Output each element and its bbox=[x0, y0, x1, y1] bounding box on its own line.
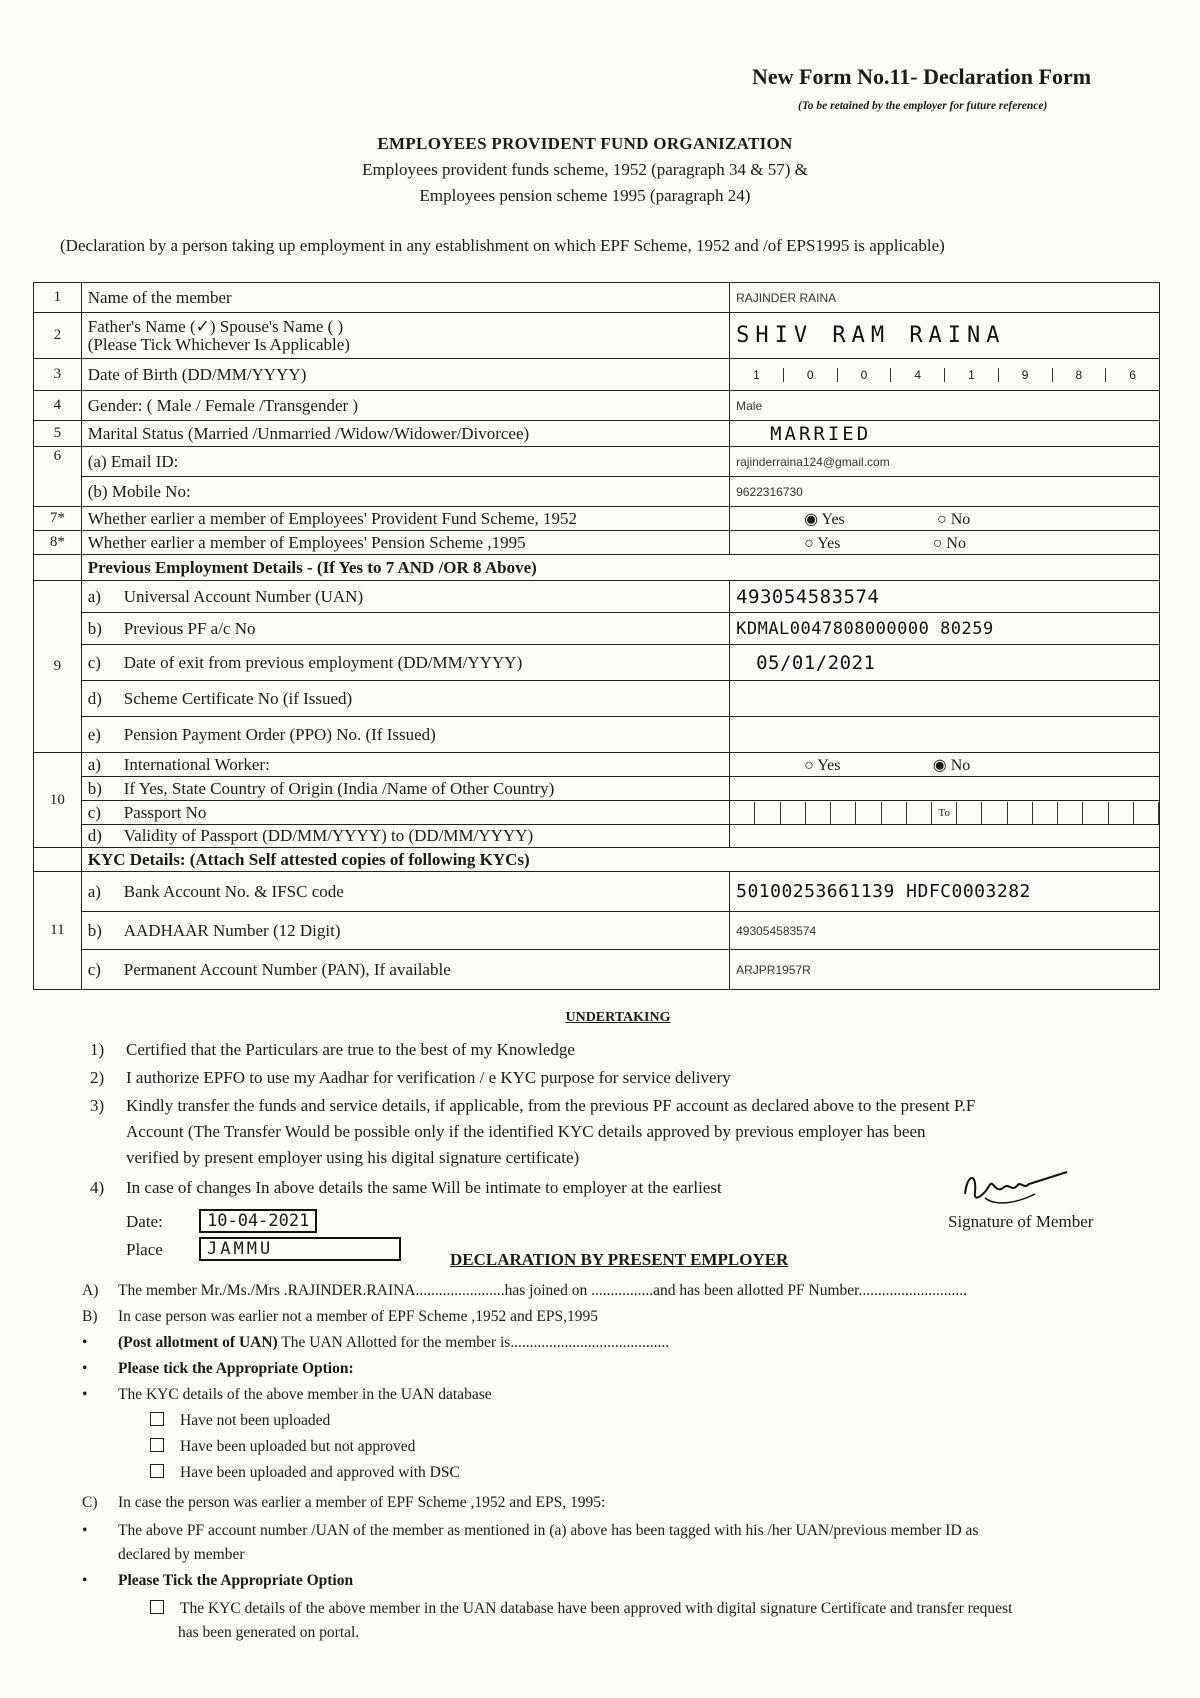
item-text: Certified that the Particulars are true to the best of my Knowledge bbox=[126, 1040, 575, 1059]
dob-boxes[interactable] bbox=[730, 359, 1160, 391]
dob-digit: 9 bbox=[999, 368, 1053, 382]
no-label: No bbox=[950, 510, 971, 528]
exit-date-label bbox=[81, 645, 729, 681]
bullet-icon: • bbox=[82, 1572, 88, 1589]
option-text: Have been uploaded and approved with DSC bbox=[180, 1464, 460, 1481]
row-5 bbox=[34, 421, 1160, 447]
row-9a bbox=[34, 581, 1160, 613]
ppo-label bbox=[81, 717, 729, 753]
father-name-label bbox=[81, 313, 729, 359]
kyc-header-row bbox=[34, 848, 1160, 872]
email-value[interactable]: rajinderraina124@gmail.com bbox=[730, 447, 1160, 477]
employer-bullet bbox=[82, 1334, 669, 1352]
label-text: International Worker: bbox=[123, 754, 270, 774]
marital-status-label: Marital Status (Married /Unmarried /Widow/Widower/Divorcee) bbox=[81, 421, 729, 447]
bullet-icon: • bbox=[82, 1386, 88, 1403]
item-text: The above PF account number /UAN of the member as mentioned in (a) above has been tagged with his /her UAN/previous member ID as bbox=[118, 1522, 979, 1539]
intl-yes-radio[interactable]: ○ Yes bbox=[804, 756, 841, 774]
row-number: 7* bbox=[34, 507, 82, 531]
eps-member-label: Whether earlier a member of Employees' Pension Scheme ,1995 bbox=[81, 531, 729, 555]
dob-digit: 0 bbox=[784, 368, 838, 382]
option-text: The KYC details of the above member in the UAN database have been approved with digital signature Certificate and transfer request bbox=[180, 1600, 1013, 1617]
signature-label: Signature of Member bbox=[948, 1212, 1094, 1231]
label-text: Bank Account No. & IFSC code bbox=[123, 881, 344, 901]
kyc-option-approved-transfer-cont bbox=[178, 1624, 359, 1642]
passport-label bbox=[81, 801, 729, 825]
organization-name: EMPLOYEES PROVIDENT FUND ORGANIZATION bbox=[377, 134, 793, 153]
bold-text: Please tick the Appropriate Option: bbox=[118, 1360, 354, 1377]
father-name-value[interactable]: SHIV RAM RAINA bbox=[730, 313, 1160, 359]
item-marker: C) bbox=[82, 1494, 98, 1511]
member-signature-mark bbox=[955, 1164, 1075, 1212]
ppo-value[interactable] bbox=[730, 717, 1160, 753]
epf-member-label: Whether earlier a member of Employees' Provident Fund Scheme, 1952 bbox=[81, 507, 729, 531]
dob-digit: 1 bbox=[945, 368, 999, 382]
intl-worker-options bbox=[730, 753, 1160, 777]
prev-employment-title: Previous Employment Details - (If Yes to 7 AND /OR 8 Above) bbox=[81, 555, 1159, 581]
item-text: The member Mr./Ms./Mrs .RAJINDER.RAINA.......................has joined on ................and has been allotted PF Number............................ bbox=[118, 1282, 967, 1299]
aadhaar-label bbox=[81, 912, 729, 950]
undertaking-title: UNDERTAKING bbox=[565, 1010, 671, 1025]
pan-label bbox=[81, 950, 729, 990]
kyc-option-not-uploaded[interactable] bbox=[150, 1412, 330, 1430]
date-field[interactable]: 10-04-2021 bbox=[199, 1209, 317, 1233]
marital-status-value[interactable]: MARRIED bbox=[730, 421, 1160, 447]
dob-digit: 6 bbox=[1129, 367, 1136, 382]
exit-date-value[interactable]: 05/01/2021 bbox=[730, 645, 1160, 681]
item-text: The KYC details of the above member in the UAN database bbox=[118, 1386, 492, 1403]
member-name-value[interactable]: RAJINDER RAINA bbox=[730, 283, 1160, 313]
uan-label bbox=[81, 581, 729, 613]
checkbox-icon[interactable] bbox=[150, 1412, 164, 1426]
form-title: New Form No.11- Declaration Form bbox=[752, 64, 1092, 89]
item-text: Account (The Transfer Would be possible only if the identified KYC details approved by previous employer has been bbox=[126, 1122, 926, 1141]
sub-marker: d) bbox=[87, 826, 102, 845]
row-number: 11 bbox=[34, 872, 82, 990]
pan-value[interactable]: ARJPR1957R bbox=[730, 950, 1160, 990]
item-number: 2) bbox=[90, 1068, 105, 1087]
passport-validity-boxes[interactable] bbox=[730, 801, 1160, 825]
bold-text: Please Tick the Appropriate Option bbox=[118, 1572, 354, 1589]
row-number: 1 bbox=[34, 283, 82, 313]
checkbox-icon[interactable] bbox=[150, 1438, 164, 1452]
epf-member-options bbox=[730, 507, 1160, 531]
employer-bullet-cont bbox=[82, 1546, 245, 1564]
row-1 bbox=[34, 283, 1160, 313]
place-field[interactable]: JAMMU bbox=[199, 1237, 401, 1261]
employer-bullet bbox=[82, 1522, 978, 1540]
scheme-cert-label bbox=[81, 681, 729, 717]
row-number-empty bbox=[34, 848, 82, 872]
employer-declaration-title: DECLARATION BY PRESENT EMPLOYER bbox=[450, 1250, 789, 1269]
row-2 bbox=[34, 313, 1160, 359]
row-11c bbox=[34, 950, 1160, 990]
label-text: Pension Payment Order (PPO) No. (If Issued) bbox=[123, 724, 436, 744]
declaration-line: (Declaration by a person taking up employment in any establishment on which EPF Scheme, 1952 and /of EPS1995 is applicable) bbox=[60, 236, 945, 255]
sub-marker: e) bbox=[87, 724, 101, 744]
employer-item-b bbox=[82, 1308, 598, 1326]
item-text: In case person was earlier not a member of EPF Scheme ,1952 and EPS,1995 bbox=[118, 1308, 598, 1325]
label-text: If Yes, State Country of Origin (India /Name of Other Country) bbox=[123, 778, 555, 798]
no-label: No bbox=[950, 756, 971, 774]
item-text: Kindly transfer the funds and service details, if applicable, from the previous PF account as declared above to the present P.F bbox=[126, 1096, 976, 1115]
row-9d bbox=[34, 681, 1160, 717]
row-10c bbox=[34, 801, 1160, 825]
yes-label: Yes bbox=[821, 510, 845, 528]
intl-no-radio[interactable]: ◉ No bbox=[932, 756, 971, 774]
country-label bbox=[81, 777, 729, 801]
passport-validity-value[interactable] bbox=[730, 825, 1160, 848]
row-4 bbox=[34, 391, 1160, 421]
to-label: To bbox=[932, 802, 957, 824]
label-text: Validity of Passport (DD/MM/YYYY) to (DD/MM/YYYY) bbox=[123, 826, 534, 845]
row-10a bbox=[34, 753, 1160, 777]
item-number: 4) bbox=[90, 1178, 105, 1197]
sub-marker: b) bbox=[87, 778, 102, 798]
label-text: Date of exit from previous employment (DD/MM/YYYY) bbox=[123, 652, 523, 672]
row-10d bbox=[34, 825, 1160, 848]
sub-marker: a) bbox=[87, 754, 101, 774]
row-number: 2 bbox=[34, 313, 82, 359]
country-value[interactable] bbox=[730, 777, 1160, 801]
row-11b bbox=[34, 912, 1160, 950]
row-number: 3 bbox=[34, 359, 82, 391]
form-subtitle: (To be retained by the employer for future reference) bbox=[798, 100, 1048, 112]
yes-label: Yes bbox=[817, 534, 841, 552]
row-3 bbox=[34, 359, 1160, 391]
item-text: verified by present employer using his digital signature certificate) bbox=[126, 1148, 580, 1167]
bullet-icon: • bbox=[82, 1522, 88, 1539]
row-9e bbox=[34, 717, 1160, 753]
member-details-table bbox=[33, 282, 1160, 990]
checkbox-icon[interactable] bbox=[150, 1600, 164, 1614]
undertaking-item bbox=[90, 1068, 731, 1088]
undertaking-item bbox=[90, 1122, 926, 1142]
eps-yes-radio[interactable]: ○ Yes bbox=[804, 534, 841, 552]
item-text: In case the person was earlier a member of EPF Scheme ,1952 and EPS, 1995: bbox=[118, 1494, 606, 1511]
label-text: Permanent Account Number (PAN), If available bbox=[123, 959, 451, 979]
row-number: 10 bbox=[34, 753, 82, 848]
scheme-cert-value[interactable] bbox=[730, 681, 1160, 717]
eps-member-options bbox=[730, 531, 1160, 555]
undertaking-item bbox=[90, 1178, 722, 1198]
employer-bullet bbox=[82, 1360, 354, 1378]
aadhaar-value[interactable]: 493054583574 bbox=[730, 912, 1160, 950]
dob-digit: 0 bbox=[838, 368, 892, 382]
row-number: 6 bbox=[34, 447, 82, 507]
father-name-label-line2: (Please Tick Whichever Is Applicable) bbox=[87, 334, 350, 354]
scheme-line-1: Employees provident funds scheme, 1952 (paragraph 34 & 57) & bbox=[362, 160, 808, 179]
prev-employment-header-row bbox=[34, 555, 1160, 581]
label-text: Scheme Certificate No (if Issued) bbox=[123, 688, 353, 708]
row-10b bbox=[34, 777, 1160, 801]
sub-marker: c) bbox=[87, 802, 101, 822]
label-text: Previous PF a/c No bbox=[123, 618, 256, 638]
item-marker: A) bbox=[82, 1282, 99, 1299]
kyc-title: KYC Details: (Attach Self attested copies of following KYCs) bbox=[81, 848, 1159, 872]
intl-worker-label bbox=[81, 753, 729, 777]
eps-no-radio[interactable]: ○ No bbox=[932, 534, 966, 552]
sub-marker: a) bbox=[87, 881, 101, 901]
dob-digit: 8 bbox=[1053, 368, 1107, 382]
item-marker: B) bbox=[82, 1308, 98, 1325]
bullet-icon: • bbox=[82, 1360, 88, 1377]
bullet-icon: • bbox=[82, 1334, 88, 1351]
mobile-label: (b) Mobile No: bbox=[81, 477, 729, 507]
dob-digit: 4 bbox=[891, 368, 945, 382]
dob-label: Date of Birth (DD/MM/YYYY) bbox=[81, 359, 729, 391]
uan-value[interactable]: 493054583574 bbox=[730, 581, 1160, 613]
row-7 bbox=[34, 507, 1160, 531]
epf-no-radio[interactable]: ○ No bbox=[937, 510, 971, 528]
undertaking-item bbox=[90, 1148, 579, 1168]
employer-bullet bbox=[82, 1572, 353, 1590]
row-number: 5 bbox=[34, 421, 82, 447]
employer-bullet bbox=[82, 1386, 492, 1404]
email-label: (a) Email ID: bbox=[81, 447, 729, 477]
scheme-line-2: Employees pension scheme 1995 (paragraph 24) bbox=[419, 186, 751, 205]
kyc-option-approved-transfer[interactable] bbox=[150, 1600, 1012, 1618]
row-9c bbox=[34, 645, 1160, 681]
bank-value[interactable]: 50100253661139 HDFC0003282 bbox=[730, 872, 1160, 912]
bank-label bbox=[81, 872, 729, 912]
row-number-empty bbox=[34, 555, 82, 581]
employer-item-a bbox=[82, 1282, 967, 1300]
bold-text: (Post allotment of UAN) bbox=[118, 1334, 278, 1351]
kyc-option-uploaded-not-approved[interactable] bbox=[150, 1438, 415, 1456]
sub-marker: b) bbox=[87, 920, 102, 940]
gender-value[interactable]: Male bbox=[730, 391, 1160, 421]
row-6a bbox=[34, 447, 1160, 477]
sub-marker: c) bbox=[87, 652, 101, 672]
row-number: 9 bbox=[34, 581, 82, 753]
undertaking-item bbox=[90, 1040, 575, 1060]
item-number: 1) bbox=[90, 1040, 105, 1059]
row-9b bbox=[34, 613, 1160, 645]
no-label: No bbox=[946, 534, 966, 552]
father-name-label-line1: Father's Name (✓) Spouse's Name ( ) bbox=[87, 316, 344, 336]
option-text: Have been uploaded but not approved bbox=[180, 1438, 416, 1455]
sub-marker: c) bbox=[87, 959, 101, 979]
prev-pf-value[interactable]: KDMAL0047808000000 80259 bbox=[730, 613, 1160, 645]
item-text: In case of changes In above details the same Will be intimate to employer at the earliest bbox=[126, 1178, 722, 1197]
sub-marker: b) bbox=[87, 618, 102, 638]
item-text: declared by member bbox=[118, 1546, 245, 1563]
checkbox-icon[interactable] bbox=[150, 1464, 164, 1478]
row-number: 8* bbox=[34, 531, 82, 555]
label-text: Universal Account Number (UAN) bbox=[123, 586, 364, 606]
epf-yes-radio[interactable]: ◉ Yes bbox=[804, 510, 845, 528]
sub-marker: a) bbox=[87, 586, 101, 606]
row-11a bbox=[34, 872, 1160, 912]
option-text: Have not been uploaded bbox=[180, 1412, 331, 1429]
item-number: 3) bbox=[90, 1096, 105, 1115]
label-text: AADHAAR Number (12 Digit) bbox=[123, 920, 341, 940]
gender-label: Gender: ( Male / Female /Transgender ) bbox=[81, 391, 729, 421]
passport-validity-label bbox=[81, 825, 729, 848]
row-number: 4 bbox=[34, 391, 82, 421]
mobile-value[interactable]: 9622316730 bbox=[730, 477, 1160, 507]
row-6b bbox=[34, 477, 1160, 507]
label-text: Passport No bbox=[123, 802, 207, 822]
sub-marker: d) bbox=[87, 688, 102, 708]
employer-item-c bbox=[82, 1494, 605, 1512]
option-text: has been generated on portal. bbox=[178, 1624, 360, 1641]
yes-label: Yes bbox=[817, 756, 841, 774]
dob-digit: 1 bbox=[730, 368, 784, 382]
member-name-label: Name of the member bbox=[81, 283, 729, 313]
prev-pf-label bbox=[81, 613, 729, 645]
item-text: I authorize EPFO to use my Aadhar for verification / e KYC purpose for service delivery bbox=[126, 1068, 731, 1087]
row-8 bbox=[34, 531, 1160, 555]
date-label: Date: bbox=[126, 1212, 163, 1231]
place-label: Place bbox=[126, 1240, 163, 1259]
kyc-option-approved-dsc[interactable] bbox=[150, 1464, 460, 1482]
undertaking-item bbox=[90, 1096, 975, 1116]
item-text: The UAN Allotted for the member is......................................... bbox=[277, 1334, 670, 1351]
